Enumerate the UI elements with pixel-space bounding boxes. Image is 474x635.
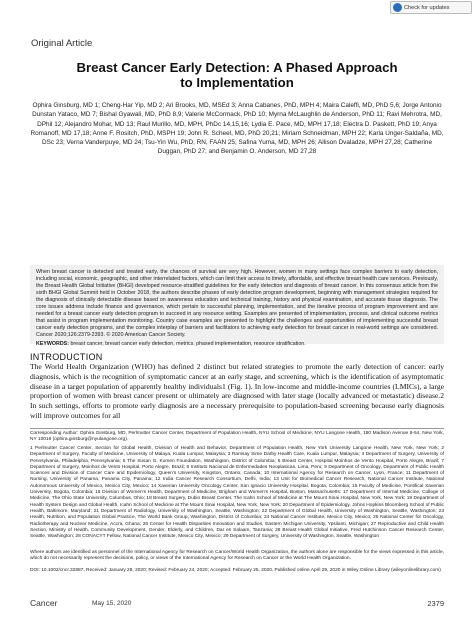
- check-for-updates-button[interactable]: [390, 1, 472, 14]
- disclaimer: Where authors are identified as personnel of the International Agency for Research on Cancer/World Health Organization, the authors alone are responsible for the views expressed in this article, which do not necessarily represent the decisions, policy, or views of the International Agency for Research on Cancer or the World Health Organization.: [30, 550, 444, 562]
- article-title: [40, 60, 434, 90]
- footer-journal: Cancer: [30, 598, 58, 608]
- title-line-1: Breast Cancer Early Detection: A Phased Approach: [76, 60, 398, 75]
- footer-date: May 15, 2020: [92, 600, 132, 607]
- keywords-text: breast cancer, breast cancer early detection, metrics, phased implementation, resource stratification.: [70, 341, 306, 347]
- affiliations: 1 Perlmutter Cancer Center, Section for Global Health, Division of Health and Behavior, Department of Population Health, New York University Langone Health, New York, New York; 2 Department of Surgery, Faculty of Medicine, University of Malaya, Kuala Lumpur, Malaysia; 3 Ramsay Sime Darby Health Care, Kuala Lumpur, Malaysia; 4 Department of Surgery, University of Pennsylvania, Philadelphia, Pennsylvania; 5 The Susan G. Komen Foundation, Washington, District of Columbia; 6 Breast Center, Hospital Moinhos de Vento Hospital, Porto Alegre, Brazil; 7 Department of Surgery, Moinhos de Vento Hospital, Porto Alegre, Brazil; 8 Instituto Nacional de Enfermedades Neoplasicas, Lima, Peru; 9 Department of Oncology, Department of Public Health Sciences and Division of Cancer Care and Epidemiology, Queen's University, Kingston, Ontario, Canada; 10 International Agency for Research on Cancer, Lyon, France; 11 Department of Nursing, University of Panama, Panama City, Panama; 12 India Cancer Research Consortium, Delhi, India; 13 Unit for Biomedical Cancer Research, National Cancer Institute, National Autonomous University of Mexico, Mexico City, Mexico; 14 Xaverian University Oncology Center, San Ignacio University Hospital, Bogota, Colombia; 15 Faculty of Medicine, Pontifical Xaverian University, Bogota, Colombia; 16 Division of Women's Health, Department of Medicine, Brigham and Women's Hospital, Boston, Massachusetts; 17 Department of Internal Medicine, College of Medicine, The Ohio State University, Columbus, Ohio; 18 Breast Surgery, Dubin Breast Center, The Icahn School of Medicine at The Mount Sinai Hospital, New York, New York; 19 Department of Health System Design and Global Health, Icahn School of Medicine at The Mount Sinai Hospital, New York, New York; 20 Department of Epidemiology, Johns Hopkins Bloomberg School of Public Health, Baltimore, Maryland; 21 Department of Radiology, University of Washington, Seattle, Washington; 22 Department of Global Health, University of Washington, Seattle, Washington; 23 Health, Nutrition, and Population Global Practice, The World Bank Group, Washington, District of Columbia; 24 National Cancer Institute, Mexico City, Mexico; 25 National Center for Oncology, Radiotherapy and Nuclear Medicine, Accra, Ghana; 26 Center for Health Disparities Innovation and Studies, Eastern Michigan University, Ypsilanti, Michigan; 27 Reproductive and Child Health Section, Ministry of Health, Community Development, Gender, Elderly, and Children, Dar es Salaam, Tanzania; 28 Breast Health Global Initiative, Fred Hutchinson Cancer Research Center, Seattle, Washington; 28 CONACYT Fellow, National Cancer Institute, Mexico City, Mexico; 29 Department of Surgery, University of Washington, Seattle, Washington: [30, 446, 444, 540]
- check-updates-label: Check for updates: [404, 4, 450, 11]
- abstract-text: When breast cancer is detected and treated early, the chances of survival are very high. However, women in many settings face complex barriers to early detection, including social, economic, geographic, and other interrelated factors, which can limit their access to timely, affordable, and effective breast health care services. Previously, the Breast Health Global Initiative (BHGI) developed resource-stratified guidelines for the early detection and diagnosis of breast cancer. In this consensus article from the sixth BHGI Global Summit held in October 2018, the authors describe phases of early detection program development, beginning with management strategies required for the diagnosis of clinically detectable disease based on awareness education and technical training, history and physical examination, and accurate tissue diagnosis. The core issues address include finance and governance, which pertain to successful planning, implementation, and the iterative process of program improvement and are needed for a breast cancer early detection program to succeed in any resource setting. Examples are presented of implementation, process, and clinical outcome metrics that assist in program implementation monitoring. Country case examples are presented to highlight the challenges and opportunities of implementing successful breast cancer early detection programs, and the complex interplay of barriers and facilitators to achieving early detection for breast cancer in real-world settings are considered. Cancer 2020;126:2379-2393. © 2020 American Cancer Society.: [36, 269, 438, 338]
- section-heading: INTRODUCTION: [30, 352, 103, 362]
- keywords: [36, 341, 438, 348]
- page-number: 2379: [427, 599, 444, 608]
- intro-paragraph: The World Health Organization (WHO) has defined 2 distinct but related strategies to promote the early detection of cancer: early diagnosis, which is the recognition of symptomatic cancer at an early stage, and screening, which is the identification of asymptomatic disease in a target population of apparently healthy individuals1 (Fig. 1). In low-income and middle-income countries (LMICs), a large proportion of women with breast cancer present or ultimately are diagnosed with later stage (locally advanced or metastatic) disease.2 In such settings, efforts to promote early diagnosis are a necessary prerequisite to population-based screening because early diagnosis will improve outcomes for all: [30, 362, 444, 420]
- correspondence: Corresponding Author: Ophira Ginsburg, MD, Perlmutter Cancer Center, Department of Population Health, NYU School of Medicine, NYU Langone Health, 180 Madison Avenue 8-54, New York, NY 10016 (ophira.ginsburg@nyulangone.org).: [30, 431, 444, 443]
- check-updates-icon: [393, 3, 402, 12]
- doi-line: DOI: 10.1002/cncr.32887, Received: January 28, 2020; Revised: February 24, 2020; Accepted: February 25, 2020, Published online April 29, 2020 in Wiley Online Library (wileyonlinelibrary.com): [30, 568, 441, 573]
- article-type: Original Article: [31, 38, 93, 49]
- author-list: Ophira Ginsburg, MD 1; Cheng-Har Yip, MD 2; Ari Brooks, MD, MSEd 3; Anna Cabanes, PhD, MPH 4; Maira Caleffi, MD, PhD 5,6; Jorge Antonio Dunstan Yataco, MD 7; Bishal Gyawali, MD, PhD 8,9; Valerie McCormack, PhD 10; Myrna McLaughlin de Anderson, PhD 11; Ravi Mehrotra, MD, DPhil 12; Alejandro Mohar, MD 13; Raul Murillo, MD, MPH, PhDc 14,15,16; Lydia E. Pace, MD, MPH 17,18; Electra D. Paskett, PhD 19; Anya Romanoff, MD 17,18; Anne F. Rositch, PhD, MSPH 19; John R. Scheel, MD, PhD 20,21; Miriam Schneidman, MPH 22; Karla Unger-Saldaña, MD, DSc 23; Verna Vanderpuye, MD 24; Tsu-Yin Wu, PhD, RN, FAAN 25; Safina Yuma, MD, MPH 26; Allison Dvaladze, MPH 27,28; Catherine Duggan, PhD 27; and Benjamin O. Anderson, MD 27,28: [30, 102, 444, 156]
- keywords-label: KEYWORDS:: [36, 341, 69, 347]
- abstract-box: [30, 265, 444, 347]
- title-line-2: to Implementation: [180, 75, 294, 90]
- divider: [30, 428, 444, 429]
